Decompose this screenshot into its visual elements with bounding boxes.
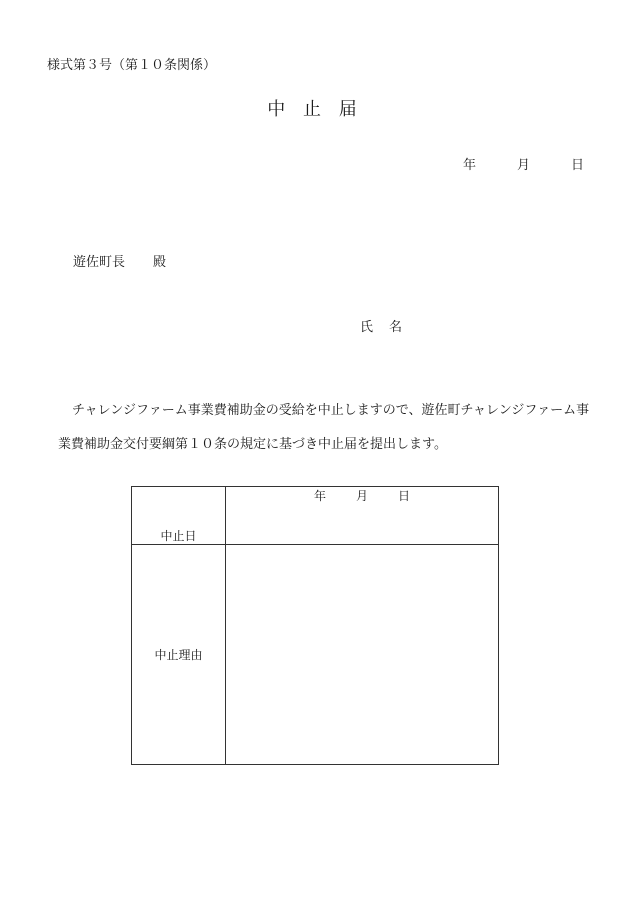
table-row-cancel-date	[132, 487, 499, 545]
table-row-cancel-reason	[132, 545, 499, 765]
name-label-first: 氏	[360, 320, 374, 335]
form-number: 様式第３号（第１０条関係）	[47, 58, 217, 73]
addressee-name: 遊佐町長	[73, 255, 126, 270]
cancel-date-label: 中止日	[132, 487, 226, 545]
date-day-label: 日	[571, 158, 585, 173]
body-text: チャレンジファーム事業費補助金の受給を中止しますので、遊佐町チャレンジファーム事業費補助金交付要綱第１０条の規定に基づき中止届を提出します。	[58, 403, 590, 452]
applicant-name-label	[360, 316, 402, 335]
cancel-date-day: 日	[398, 489, 411, 503]
cancel-reason-value[interactable]	[226, 545, 499, 765]
name-label-second: 名	[389, 320, 403, 335]
date-month-label: 月	[517, 158, 531, 173]
cancellation-table	[131, 486, 499, 765]
cancel-reason-label: 中止理由	[132, 545, 226, 765]
cancel-date-month: 月	[355, 489, 368, 503]
cancel-date-value[interactable]	[226, 487, 499, 545]
date-year-label: 年	[463, 158, 477, 173]
addressee-suffix: 殿	[153, 255, 167, 270]
cancel-date-year: 年	[313, 489, 326, 503]
document-title: 中 止 届	[267, 99, 363, 120]
addressee	[73, 251, 166, 270]
